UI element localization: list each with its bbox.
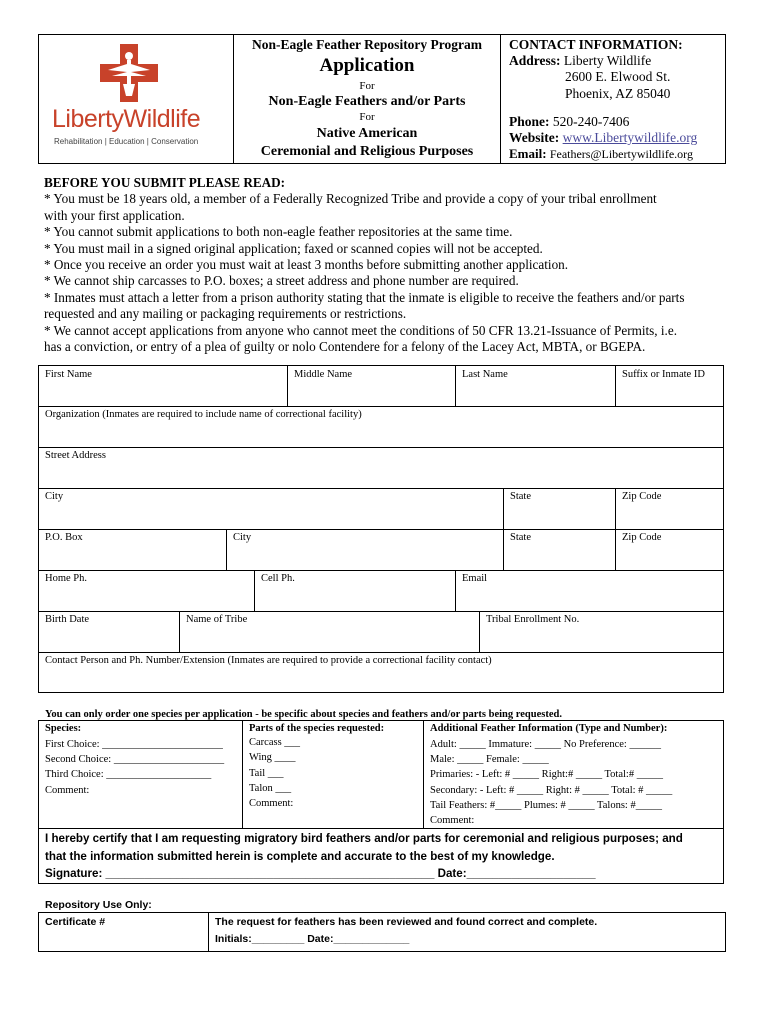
middle-name-field[interactable]: Middle Name	[294, 369, 353, 380]
instruction-line: * Once you receive an order you must wait at least 3 months before submitting another application.	[44, 257, 569, 273]
sex-preference-field[interactable]: Male: _____ Female: _____	[430, 754, 549, 765]
instruction-line: with your first application.	[44, 207, 185, 223]
brand-name-part2: Wildlife	[123, 105, 201, 133]
logo	[46, 38, 226, 158]
instruction-line: * Inmates must attach a letter from a prison authority stating that the inmate is eligible to receive the feathers and/or parts	[44, 289, 685, 305]
instruction-line: * You cannot submit applications to both non-eagle feather repositories at the same time.	[44, 224, 513, 240]
contact-address	[509, 53, 651, 69]
first-choice-field[interactable]: First Choice: _______________________	[45, 739, 223, 750]
species-note: You can only order one species per application - be specific about species and feathers and/or parts being requested.	[45, 709, 562, 720]
program-title: Non-Eagle Feather Repository Program	[251, 37, 483, 52]
contact-heading: CONTACT INFORMATION:	[509, 37, 683, 52]
contact-website	[509, 130, 697, 146]
website-label: Website:	[509, 130, 560, 145]
suffix-field[interactable]: Suffix or Inmate ID	[622, 369, 705, 380]
state-field[interactable]: State	[510, 491, 531, 502]
po-city-field[interactable]: City	[233, 532, 252, 543]
phone-label: Phone:	[509, 114, 550, 129]
city-field[interactable]: City	[45, 491, 64, 502]
po-zip-code-field[interactable]: Zip Code	[622, 532, 662, 543]
certificate-field[interactable]: Certificate #	[45, 916, 106, 928]
species-comment-field[interactable]: Comment:	[45, 785, 90, 796]
instruction-line: * We cannot ship carcasses to P.O. boxes; a street address and phone number are required.	[44, 273, 519, 289]
certify-line-2: that the information submitted herein is complete and accurate to the best of my knowledge.	[45, 850, 555, 863]
contact-phone	[509, 114, 629, 130]
address-label: Address:	[509, 53, 561, 68]
email-label: Email:	[509, 146, 547, 161]
initials-date-field[interactable]: Initials:_________ Date:_____________	[215, 933, 410, 945]
cell-phone-field[interactable]: Cell Ph.	[261, 573, 295, 584]
for-label-1: For	[359, 80, 375, 92]
last-name-field[interactable]: Last Name	[462, 369, 508, 380]
instruction-line: * We cannot accept applications from anyone who cannot meet the conditions of 50 CFR 13.21-Issuance of Permits, i.e.	[44, 322, 678, 338]
organization-field[interactable]: Organization (Inmates are required to include name of correctional facility)	[45, 409, 362, 420]
contact-email	[509, 146, 693, 162]
instructions-heading: BEFORE YOU SUBMIT PLEASE READ:	[44, 175, 286, 190]
brand-name-part1: Liberty	[52, 105, 124, 133]
certify-line-1: I hereby certify that I am requesting migratory bird feathers and/or parts for ceremonial and religious purposes; and	[45, 832, 683, 845]
parts-heading: Parts of the species requested:	[249, 723, 385, 734]
wing-field[interactable]: Wing ____	[249, 752, 296, 763]
species-heading: Species:	[45, 723, 82, 734]
parts-comment-field[interactable]: Comment:	[249, 798, 294, 809]
phone-value: 520-240-7406	[552, 114, 630, 129]
instruction-line: * You must be 18 years old, a member of a Federally Recognized Tribe and provide a copy of your tribal enrollment	[44, 191, 657, 207]
instruction-line: has a conviction, or entry of a plea of guilty or nolo Contendere for a felony of the Lacey Act, MBTA, or BGEPA.	[44, 339, 646, 355]
liberty-wildlife-cross-bird-icon	[98, 42, 160, 104]
tribe-name-field[interactable]: Name of Tribe	[186, 614, 248, 625]
home-phone-field[interactable]: Home Ph.	[45, 573, 87, 584]
secondary-field[interactable]: Secondary: - Left: # _____ Right: # _____ Total: # _____	[430, 785, 673, 796]
for-label-2: For	[359, 111, 375, 123]
website-link[interactable]: www.Libertywildlife.org	[562, 130, 698, 145]
carcass-field[interactable]: Carcass ___	[249, 737, 301, 748]
second-choice-field[interactable]: Second Choice: _____________________	[45, 754, 225, 765]
po-state-field[interactable]: State	[510, 532, 531, 543]
page-title: Application	[319, 55, 415, 76]
purpose-line-2: Ceremonial and Religious Purposes	[260, 144, 474, 159]
purpose-line-1: Native American	[316, 126, 418, 141]
first-name-field[interactable]: First Name	[45, 369, 92, 380]
primaries-field[interactable]: Primaries: - Left: # _____ Right:# _____ Total:# _____	[430, 769, 663, 780]
brand-tagline: Rehabilitation | Education | Conservation	[54, 137, 199, 146]
talon-field[interactable]: Talon ___	[249, 783, 292, 794]
address-line-2: 2600 E. Elwood St.	[565, 69, 671, 84]
address-line-3: Phoenix, AZ 85040	[565, 86, 671, 101]
street-address-field[interactable]: Street Address	[45, 450, 106, 461]
additional-comment-field[interactable]: Comment:	[430, 815, 475, 826]
instruction-line: * You must mail in a signed original application; faxed or scanned copies will not be accepted.	[44, 240, 543, 256]
birth-date-field[interactable]: Birth Date	[45, 614, 90, 625]
contact-person-field[interactable]: Contact Person and Ph. Number/Extension (Inmates are required to provide a correctional facility contact)	[45, 655, 492, 666]
tail-feathers-field[interactable]: Tail Feathers: #_____ Plumes: # _____ Talons: #_____	[430, 800, 662, 811]
tail-field[interactable]: Tail ___	[249, 768, 284, 779]
tribal-enrollment-field[interactable]: Tribal Enrollment No.	[486, 614, 580, 625]
subject-title: Non-Eagle Feathers and/or Parts	[268, 94, 466, 109]
instructions-block	[44, 175, 734, 355]
third-choice-field[interactable]: Third Choice: ____________________	[45, 769, 212, 780]
signature-date-field[interactable]: Signature: ___________________________________________________ Date:____________________	[45, 867, 596, 880]
zip-code-field[interactable]: Zip Code	[622, 491, 662, 502]
email-field[interactable]: Email	[462, 573, 488, 584]
po-box-field[interactable]: P.O. Box	[45, 532, 83, 543]
age-preference-field[interactable]: Adult: _____ Immature: _____ No Preference: ______	[430, 739, 661, 750]
additional-heading: Additional Feather Information (Type and Number):	[430, 723, 668, 734]
address-line-1: Liberty Wildlife	[563, 53, 652, 68]
email-value: Feathers@Libertywildlife.org	[549, 147, 693, 161]
brand-name	[52, 105, 200, 134]
header-divider-right	[500, 34, 501, 164]
review-statement: The request for feathers has been reviewed and found correct and complete.	[215, 916, 598, 928]
repository-heading: Repository Use Only:	[45, 899, 152, 911]
instruction-line: requested and any mailing or packaging requirements or restrictions.	[44, 306, 407, 322]
